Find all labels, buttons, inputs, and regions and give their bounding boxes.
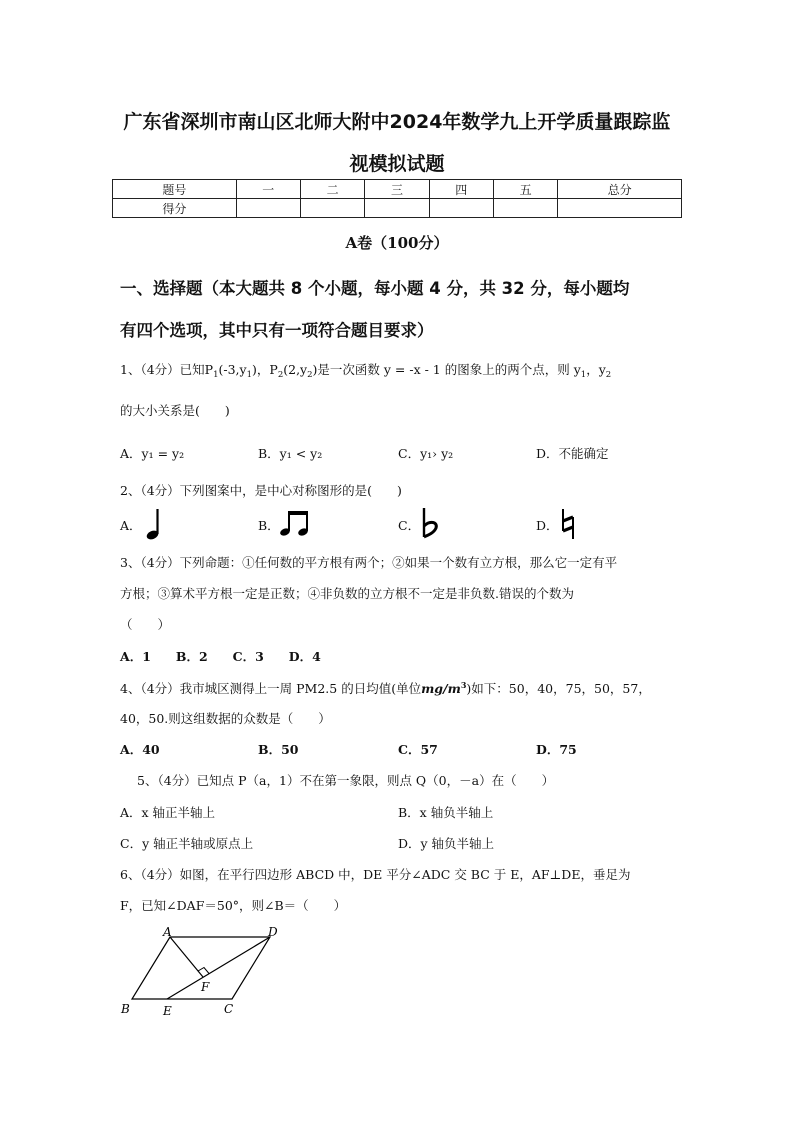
score-table-header-row xyxy=(113,180,682,199)
label-f: F xyxy=(201,980,210,994)
q4-option-d[interactable]: D．75 xyxy=(536,742,577,757)
score-cell: 一 xyxy=(236,180,300,199)
q4-option-c[interactable]: C．57 xyxy=(398,742,438,757)
score-cell xyxy=(493,199,557,218)
score-cell xyxy=(300,199,364,218)
q3-options[interactable]: A．1 B．2 C．3 D．4 xyxy=(120,649,321,664)
score-cell: 五 xyxy=(493,180,557,199)
quarter-note-icon xyxy=(142,507,166,541)
label-c: C xyxy=(224,1002,234,1016)
label-e: E xyxy=(163,1004,172,1018)
q2-option-c[interactable]: C． xyxy=(398,518,421,533)
flat-sign-icon xyxy=(420,506,442,540)
natural-sign-icon xyxy=(558,507,578,541)
q5-stem: 5、（4分）已知点 P（a，1）不在第一象限，则点 Q（0，－a）在（ ） xyxy=(137,773,555,788)
q6-stem-line-1: 6、（4分）如图，在平行四边形 ABCD 中，DE 平分∠ADC 交 BC 于 E，AF⊥DE，垂足为 xyxy=(120,867,631,882)
q2-stem: 2、（4分）下列图案中，是中心对称图形的是( ) xyxy=(120,483,402,498)
q1-option-c[interactable]: C．y₁› y₂ xyxy=(398,446,454,461)
q1-stem-line-2: 的大小关系是( ) xyxy=(120,403,230,418)
score-cell: 四 xyxy=(429,180,493,199)
q5-option-b[interactable]: B．x 轴负半轴上 xyxy=(398,805,494,820)
title-line-1: 广东省深圳市南山区北师大附中2024年数学九上开学质量跟踪监 xyxy=(123,111,671,133)
segment-de xyxy=(167,937,270,999)
q4-stem-line-1: 4、（4分）我市城区测得上一周 PM2.5 的日均值(单位$mg/m^3$)如下：50，40，75，50，57， xyxy=(120,680,651,696)
beamed-eighth-notes-icon xyxy=(280,508,312,538)
label-a: A xyxy=(163,925,172,939)
score-cell: 题号 xyxy=(113,180,237,199)
score-cell: 得分 xyxy=(113,199,237,218)
q3-stem-line-2: 方根；③算术平方根一定是正数；④非负数的立方根不一定是非负数.错误的个数为 xyxy=(120,586,574,601)
label-d: D xyxy=(268,925,278,939)
q2-option-a[interactable]: A． xyxy=(120,518,142,533)
q4-stem-line-2: 40，50.则这组数据的众数是（ ） xyxy=(120,711,331,726)
q4-option-a[interactable]: A．40 xyxy=(120,742,160,757)
q4-option-b[interactable]: B．50 xyxy=(258,742,299,757)
score-cell xyxy=(429,199,493,218)
score-cell xyxy=(236,199,300,218)
score-cell: 二 xyxy=(300,180,364,199)
title-line-2: 视模拟试题 xyxy=(349,153,445,175)
q1-option-b[interactable]: B．y₁ < y₂ xyxy=(258,446,323,461)
score-cell: 三 xyxy=(365,180,429,199)
score-table-score-row xyxy=(113,199,682,218)
part1-heading-line-1: 一、选择题（本大题共 8 个小题，每小题 4 分，共 32 分，每小题均 xyxy=(120,279,630,298)
q1-option-d[interactable]: D．不能确定 xyxy=(536,446,609,461)
score-cell xyxy=(365,199,429,218)
score-cell: 总分 xyxy=(558,180,682,199)
q6-stem-line-2: F，已知∠DAF＝50°，则∠B＝（ ） xyxy=(120,898,347,913)
q5-option-a[interactable]: A．x 轴正半轴上 xyxy=(120,805,216,820)
parallelogram-figure xyxy=(115,922,295,1022)
q1-stem-line-1: 1、（4分）已知$P_1(-3,y_1)$，$P_2(2,y_2)$是一次函数 y = -x - 1 的图象上的两个点，则 $y_1$，$y_2$ xyxy=(120,362,612,380)
q5-option-d[interactable]: D．y 轴负半轴上 xyxy=(398,836,495,851)
q2-option-d[interactable]: D． xyxy=(536,518,559,533)
score-cell xyxy=(558,199,682,218)
q1-option-a[interactable]: A．y₁ = y₂ xyxy=(120,446,185,461)
label-b: B xyxy=(121,1002,130,1016)
q3-stem-line-3: （ ） xyxy=(120,617,171,632)
score-table xyxy=(112,179,682,218)
q3-stem-line-1: 3、（4分）下列命题：①任何数的平方根有两个；②如果一个数有立方根，那么它一定有平 xyxy=(120,555,618,570)
section-a-title: A卷（100分） xyxy=(345,234,449,252)
part1-heading-line-2: 有四个选项，其中只有一项符合题目要求） xyxy=(120,321,434,340)
q2-option-b[interactable]: B． xyxy=(258,518,280,533)
q5-option-c[interactable]: C．y 轴正半轴或原点上 xyxy=(120,836,254,851)
